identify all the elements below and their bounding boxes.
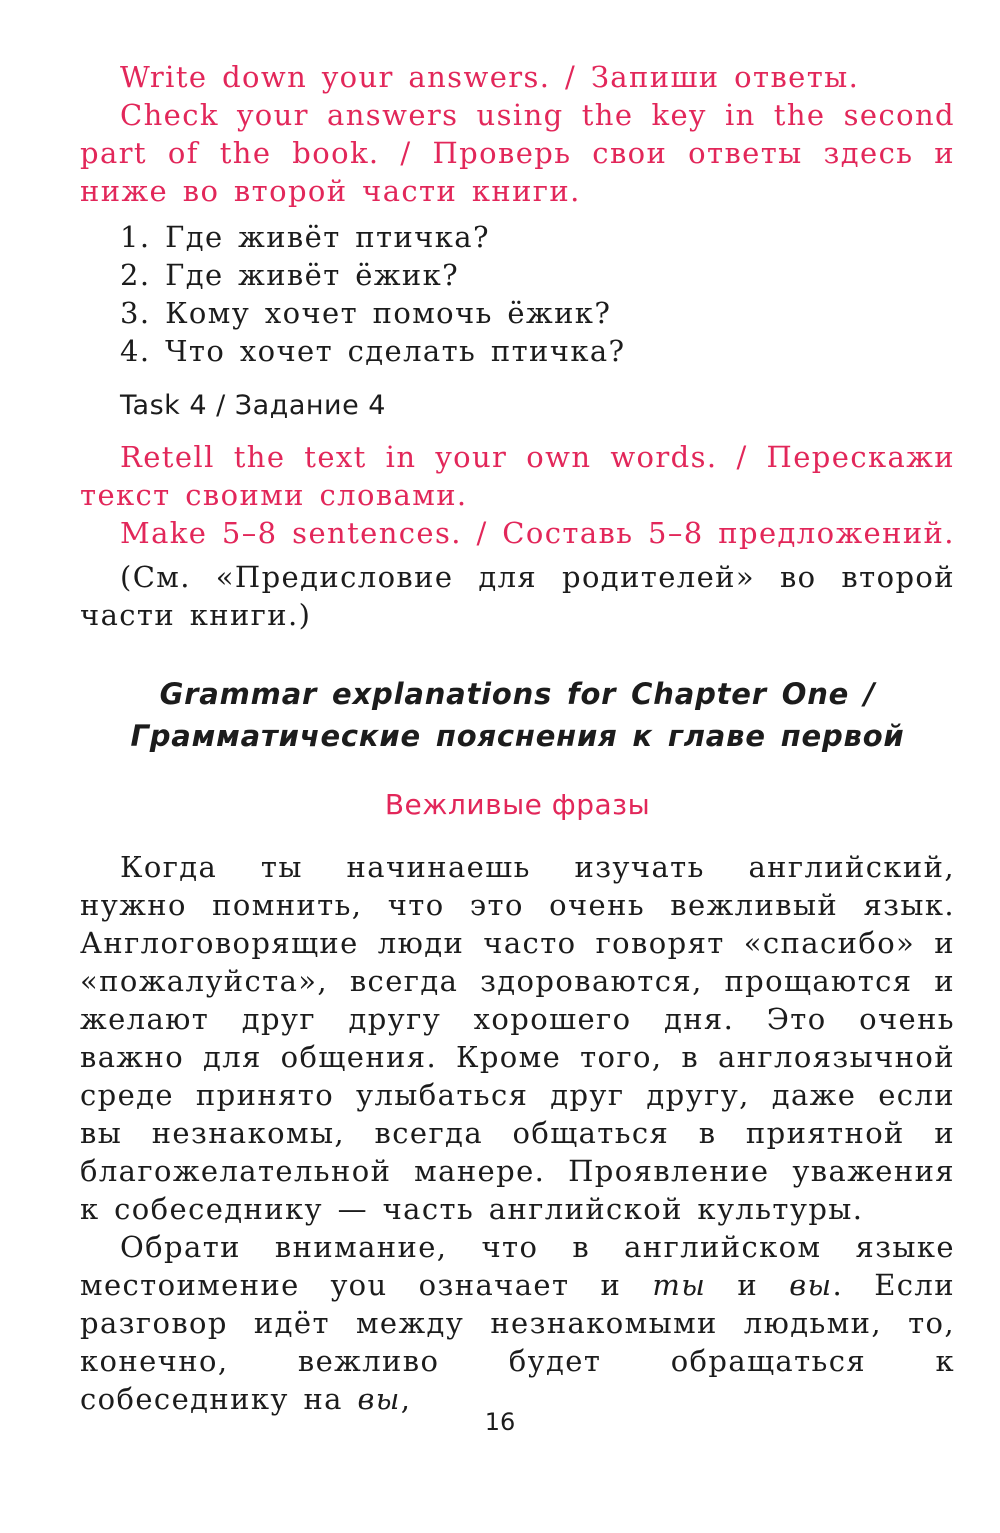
parents-note-block [80,558,955,634]
paragraph-text: означает и [387,1268,653,1302]
paragraph: Когда ты начинаешь изучать английский, нужно помнить, что это очень вежливый язык. Англоговорящие люди часто говорят «спасибо» и «пожалуйста», всегда здороваются, прощаются и желают друг другу хорошего дня. Это очень важно для общения. Кроме того, в англоязычной среде принято улыбаться друг другу, даже если вы незнакомы, всегда общаться в приятной и благожелательной манере. Проявление уважения к собеседнику — часть английской культуры. [80,850,955,1226]
grammar-heading-ru: Грамматические пояснения к главе первой [130,719,905,753]
task-title: Task 4 / Задание 4 [120,390,386,421]
emphasis-word: ты [652,1268,707,1302]
task4-instructions [80,438,955,552]
question-item: 3. Кому хочет помочь ёжик? [120,296,612,330]
grammar-heading-en: Grammar explanations for Chapter One / [159,677,876,711]
parents-note: (См. «Предисловие для родителей» во второй части книги.) [80,560,955,632]
emphasis-word: вы [357,1382,401,1416]
grammar-heading [80,673,955,757]
page-number: 16 [484,1408,516,1436]
paragraph-text: Обрати внимание, что в английском языке местоимение [80,1230,955,1302]
paragraph-text: , [400,1382,412,1416]
questions-list [80,218,955,370]
question-item: 1. Где живёт птичка? [120,220,490,254]
instructions-block [80,58,955,210]
questions-block [80,218,955,370]
section-subheading: Вежливые фразы [384,788,651,821]
grammar-body [80,848,955,1418]
paragraph-text: и [706,1268,790,1302]
write-down-instruction: Write down your answers. / Запиши ответы. [120,60,860,94]
question-item: 2. Где живёт ёжик? [120,258,460,292]
check-answers-instruction: Check your answers using the key in the second part of the book. / Проверь свои ответы здесь и ниже во второй части книги. [80,98,955,208]
paragraph [80,1228,955,1418]
paragraph-text: . Если разговор идёт между незнакомыми людьми, то, конечно, вежливо будет обращаться к собеседнику на [80,1268,955,1416]
question-item: 4. Что хочет сделать птичка? [120,334,626,368]
retell-instruction: Retell the text in your own words. / Перескажи текст своими словами. [80,440,955,512]
emphasis-word: вы [789,1268,833,1302]
english-word: you [330,1268,388,1302]
sentences-instruction: Make 5–8 sentences. / Составь 5–8 предложений. [120,516,955,550]
